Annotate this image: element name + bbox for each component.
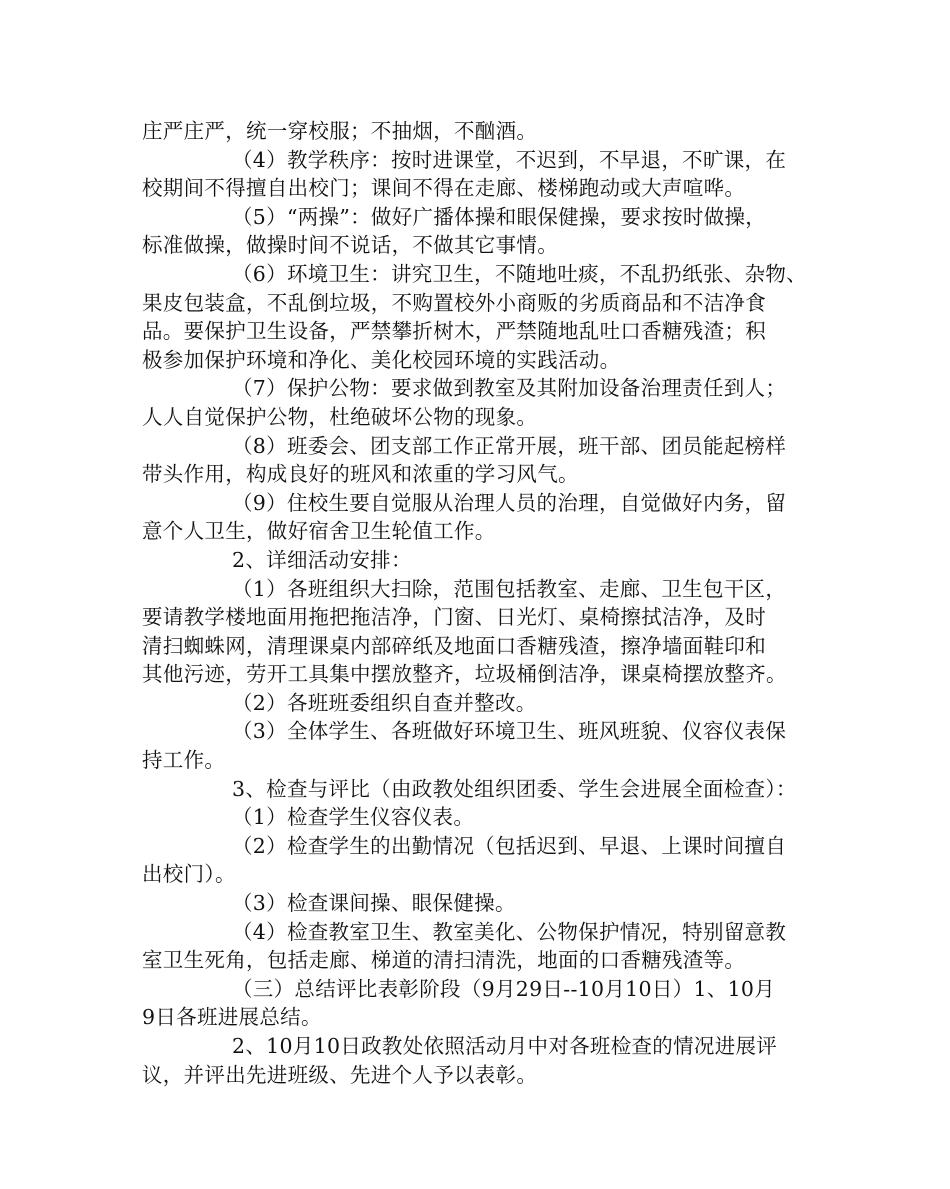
section-heading: 3、检查与评比（由政教处组织团委、学生会进展全面检查）： xyxy=(232,776,797,801)
text-line: （9）住校生要自觉服从治理人员的治理，自觉做好内务，留 xyxy=(232,490,787,515)
text-line: （6）环境卫生：讲究卫生，不随地吐痰，不乱扔纸张、杂物、 xyxy=(232,261,807,286)
text-line: 意个人卫生，做好宿舍卫生轮值工作。 xyxy=(142,519,496,544)
text-line: 9日各班进展总结。 xyxy=(142,1005,322,1030)
text-line: 室卫生死角，包括走廊、梯道的清扫清洗，地面的口香糖残渣等。 xyxy=(142,948,746,973)
section-heading: 2、详细活动安排： xyxy=(232,547,412,572)
text-line: （2）各班班委组织自查并整改。 xyxy=(232,690,537,715)
text-line: 其他污迹，劳开工具集中摆放整齐，垃圾桶倒洁净，课桌椅摆放整齐。 xyxy=(142,662,787,687)
text-line: 人人自觉保护公物，杜绝破坏公物的现象。 xyxy=(142,404,538,429)
text-line: 议，并评出先进班级、先进个人予以表彰。 xyxy=(142,1062,538,1087)
text-line: （1）各班组织大扫除，范围包括教室、走廊、卫生包干区， xyxy=(232,576,787,601)
text-line: （5）“两操”：做好广播体操和眼保健操，要求按时做操， xyxy=(232,204,767,229)
text-line: 清扫蜘蛛网，清理课桌内部碎纸及地面口香糖残渣，擦净墙面鞋印和 xyxy=(142,633,766,658)
text-line: （3）检查课间操、眼保健操。 xyxy=(232,891,516,916)
text-line: （2）检查学生的出勤情况（包括迟到、早退、上课时间擅自 xyxy=(232,833,787,858)
text-line: 极参加保护环境和净化、美化校园环境的实践活动。 xyxy=(142,347,621,372)
text-line: 要请教学楼地面用拖把拖洁净，门窗、日光灯、桌椅擦拭洁净，及时 xyxy=(142,605,766,630)
text-line: （三）总结评比表彰阶段（9月29日--10月10日）1、10月 xyxy=(232,976,776,1001)
document-body xyxy=(142,117,822,1089)
text-line: 持工作。 xyxy=(142,748,226,773)
section-heading: 2、10月10日政教处依照活动月中对各班检查的情况进展评 xyxy=(232,1034,778,1058)
text-line: （8）班委会、团支部工作正常开展，班干部、团员能起榜样 xyxy=(232,433,787,458)
text-line: （3）全体学生、各班做好环境卫生、班风班貌、仪容仪表保 xyxy=(232,719,787,744)
text-line: 果皮包装盒，不乱倒垃圾，不购置校外小商贩的劣质商品和不洁净食 xyxy=(142,290,766,315)
text-line: （7）保护公物：要求做到教室及其附加设备治理责任到人； xyxy=(232,376,787,401)
text-line: 庄严庄严，统一穿校服；不抽烟，不酗酒。 xyxy=(142,119,538,143)
text-line: （4）教学秩序：按时进课堂，不迟到，不早退，不旷课，在 xyxy=(232,147,787,172)
text-line: 带头作用，构成良好的班风和浓重的学习风气。 xyxy=(142,462,579,487)
text-line: （1）检查学生仪容仪表。 xyxy=(232,805,475,830)
text-line: （4）检查教室卫生、教室美化、公物保护情况，特别留意教 xyxy=(232,919,787,944)
text-line: 品。要保护卫生设备，严禁攀折树木，严禁随地乱吐口香糖残渣；积 xyxy=(142,319,766,344)
text-line: 出校门）。 xyxy=(142,862,236,887)
text-line: 标准做操，做操时间不说话，不做其它事情。 xyxy=(142,233,558,258)
text-line: 校期间不得擅自出校门；课间不得在走廊、楼梯跑动或大声喧哗。 xyxy=(142,176,746,201)
